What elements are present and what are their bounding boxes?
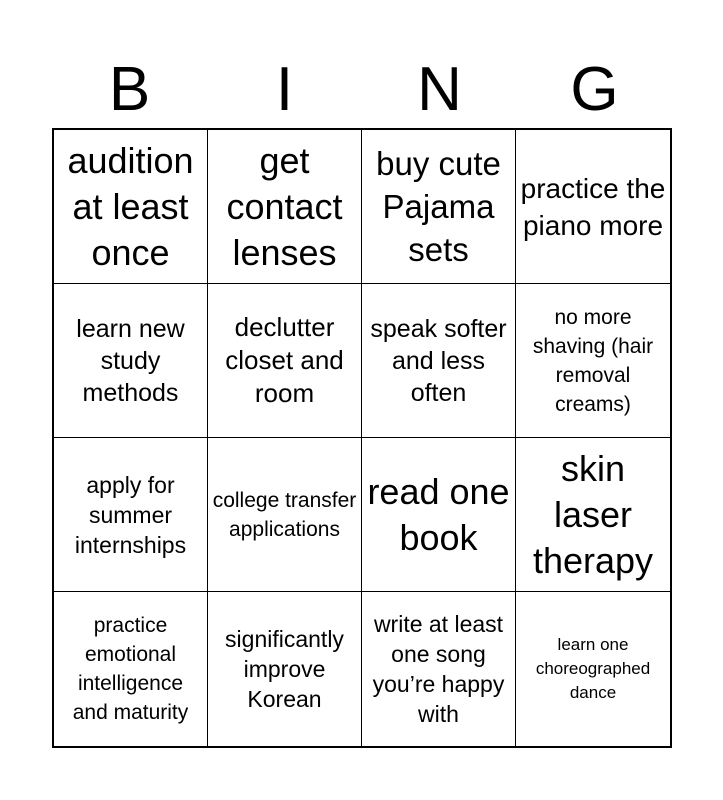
bingo-header <box>52 52 672 128</box>
header-letter-i: I <box>275 55 294 124</box>
cell-label: apply for summer internships <box>74 471 187 558</box>
bingo-cell[interactable] <box>362 438 516 592</box>
header-letter-n: N <box>417 55 462 124</box>
cell-label: write at least one song you’re happy with <box>372 611 505 727</box>
cell-label: read one book <box>367 470 510 558</box>
bingo-cell[interactable] <box>516 438 670 592</box>
cell-label: no more shaving (hair removal creams) <box>532 305 654 416</box>
bingo-cell[interactable] <box>516 130 670 284</box>
cell-label: buy cute Pajama sets <box>376 145 501 268</box>
bingo-cell[interactable] <box>208 438 362 592</box>
header-letter-b: B <box>108 55 151 124</box>
cell-label: practice the piano more <box>520 172 666 241</box>
bingo-cell[interactable] <box>516 592 670 746</box>
bingo-cell[interactable] <box>54 130 208 284</box>
cell-label: get contact lenses <box>226 139 343 273</box>
bingo-cell[interactable] <box>208 284 362 438</box>
cell-label: practice emotional intelligence and maturity <box>72 614 189 724</box>
cell-label: significantly improve Korean <box>225 626 344 712</box>
bingo-cell[interactable] <box>362 592 516 746</box>
header-letter-g: G <box>570 55 619 124</box>
cell-label: learn one choreographed dance <box>535 635 651 702</box>
bingo-cell[interactable] <box>208 592 362 746</box>
cell-label: declutter closet and room <box>225 312 344 408</box>
cell-label: speak softer and less often <box>370 314 507 407</box>
bingo-cell[interactable] <box>54 592 208 746</box>
bingo-cell[interactable] <box>54 284 208 438</box>
bingo-cell[interactable] <box>54 438 208 592</box>
bingo-cell[interactable] <box>362 130 516 284</box>
cell-label: learn new study methods <box>76 314 185 407</box>
bingo-board <box>52 128 672 748</box>
cell-label: college transfer applications <box>212 488 357 541</box>
cell-label: audition at least once <box>67 139 194 273</box>
cell-label: skin laser therapy <box>532 447 654 581</box>
bingo-cell[interactable] <box>208 130 362 284</box>
bingo-cell[interactable] <box>362 284 516 438</box>
bingo-cell[interactable] <box>516 284 670 438</box>
